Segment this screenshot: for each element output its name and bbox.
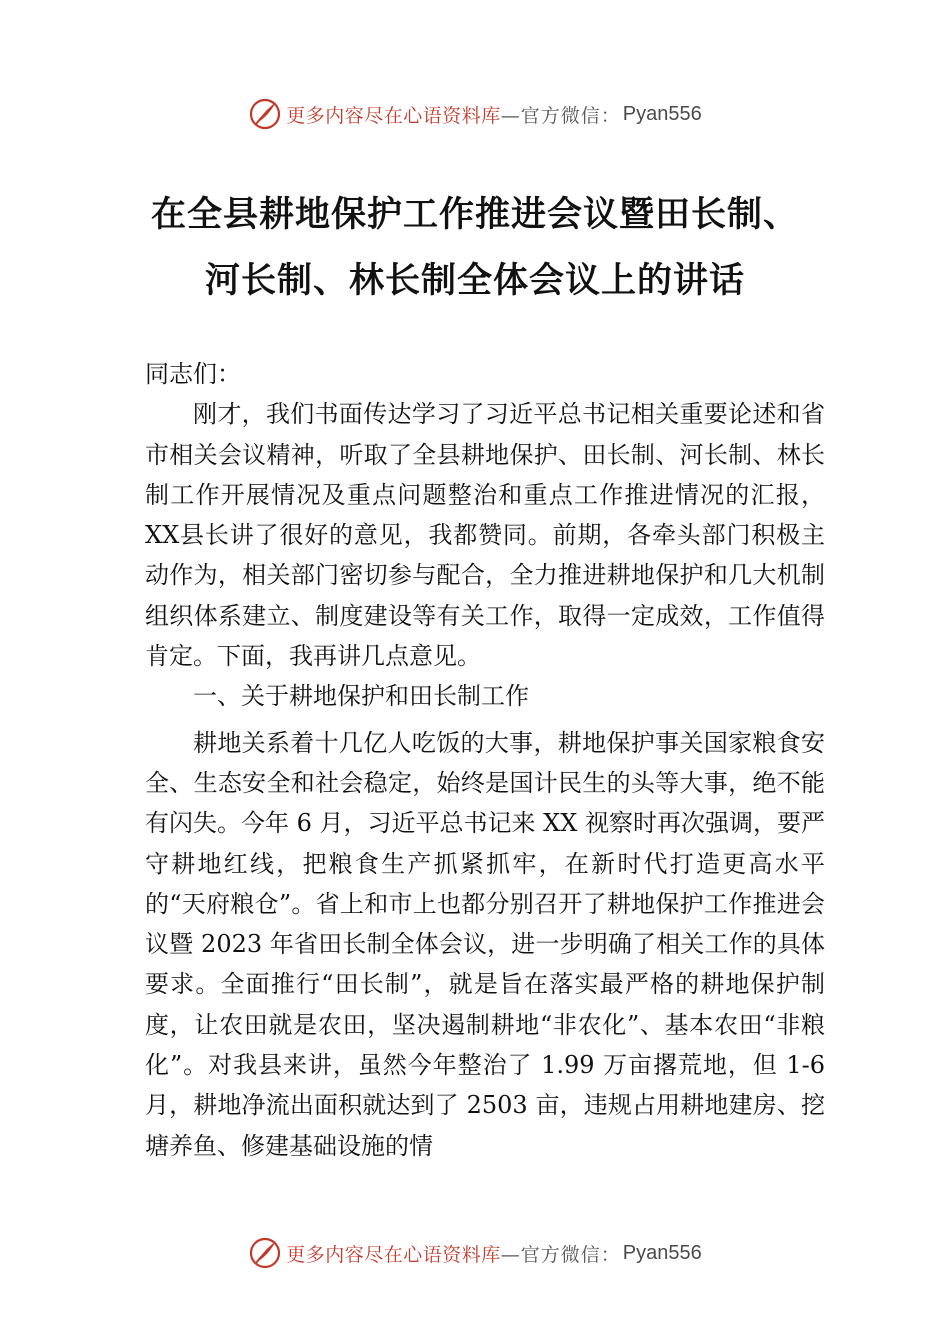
watermark-label: —官方微信： [500, 1243, 621, 1266]
quill-logo-icon [248, 1236, 282, 1270]
title-line-1: 在全县耕地保护工作推进会议暨田长制、 [150, 194, 799, 235]
watermark-wechat-id: Pyan556 [622, 1241, 702, 1264]
paragraph-farmland: 耕地关系着十几亿人吃饭的大事，耕地保护事关国家粮食安全、生态安全和社会稳定，始终是国计民生的头等大事，绝不能有闪失。今年 6 月，习近平总书记来 XX 视察时再次强调，要严守耕地红线，把粮食生产抓紧抓牢，在新时代打造更高水平的“天府粮仓”。省上和市上也都分别召开了耕地保护工作推进会议暨 2023 年省田长制全体会议，进一步明确了相关工作的具体要求。全面推行“田长制”，就是旨在落实最严格的耕地保护制度，让农田就是农田，坚决遏制耕地“非农化”、基本农田“非粮化”。对我县来讲，虽然今年整治了 1.99 万亩撂荒地，但 1-6 月，耕地净流出面积就达到了 2503 亩，违规占用耕地建房、挖塘养鱼、修建基础设施的情 [145, 728, 825, 1160]
quill-logo-icon [248, 97, 282, 131]
watermark-wechat-id: Pyan556 [622, 102, 702, 125]
watermark-label: —官方微信： [500, 104, 621, 127]
watermark-text: 更多内容尽在心语资料库 [286, 104, 501, 127]
header-watermark [0, 94, 950, 134]
document-title [0, 182, 950, 314]
paragraph-intro: 刚才，我们书面传达学习了习近平总书记相关重要论述和省市相关会议精神，听取了全县耕地保护、田长制、河长制、林长制工作开展情况及重点问题整治和重点工作推进情况的汇报，XX县长讲了很好的意见，我都赞同。前期，各牵头部门积极主动作为，相关部门密切参与配合，全力推进耕地保护和几大机制组织体系建立、制度建设等有关工作，取得一定成效，工作值得肯定。下面，我再讲几点意见。 [145, 400, 825, 671]
document-body [145, 354, 825, 1166]
footer-watermark [0, 1233, 950, 1273]
section-heading: 一、关于耕地保护和田长制工作 [193, 682, 529, 711]
title-line-2: 河长制、林长制全体会议上的讲话 [204, 260, 745, 301]
watermark-text: 更多内容尽在心语资料库 [286, 1243, 501, 1266]
salutation: 同志们： [145, 360, 241, 388]
